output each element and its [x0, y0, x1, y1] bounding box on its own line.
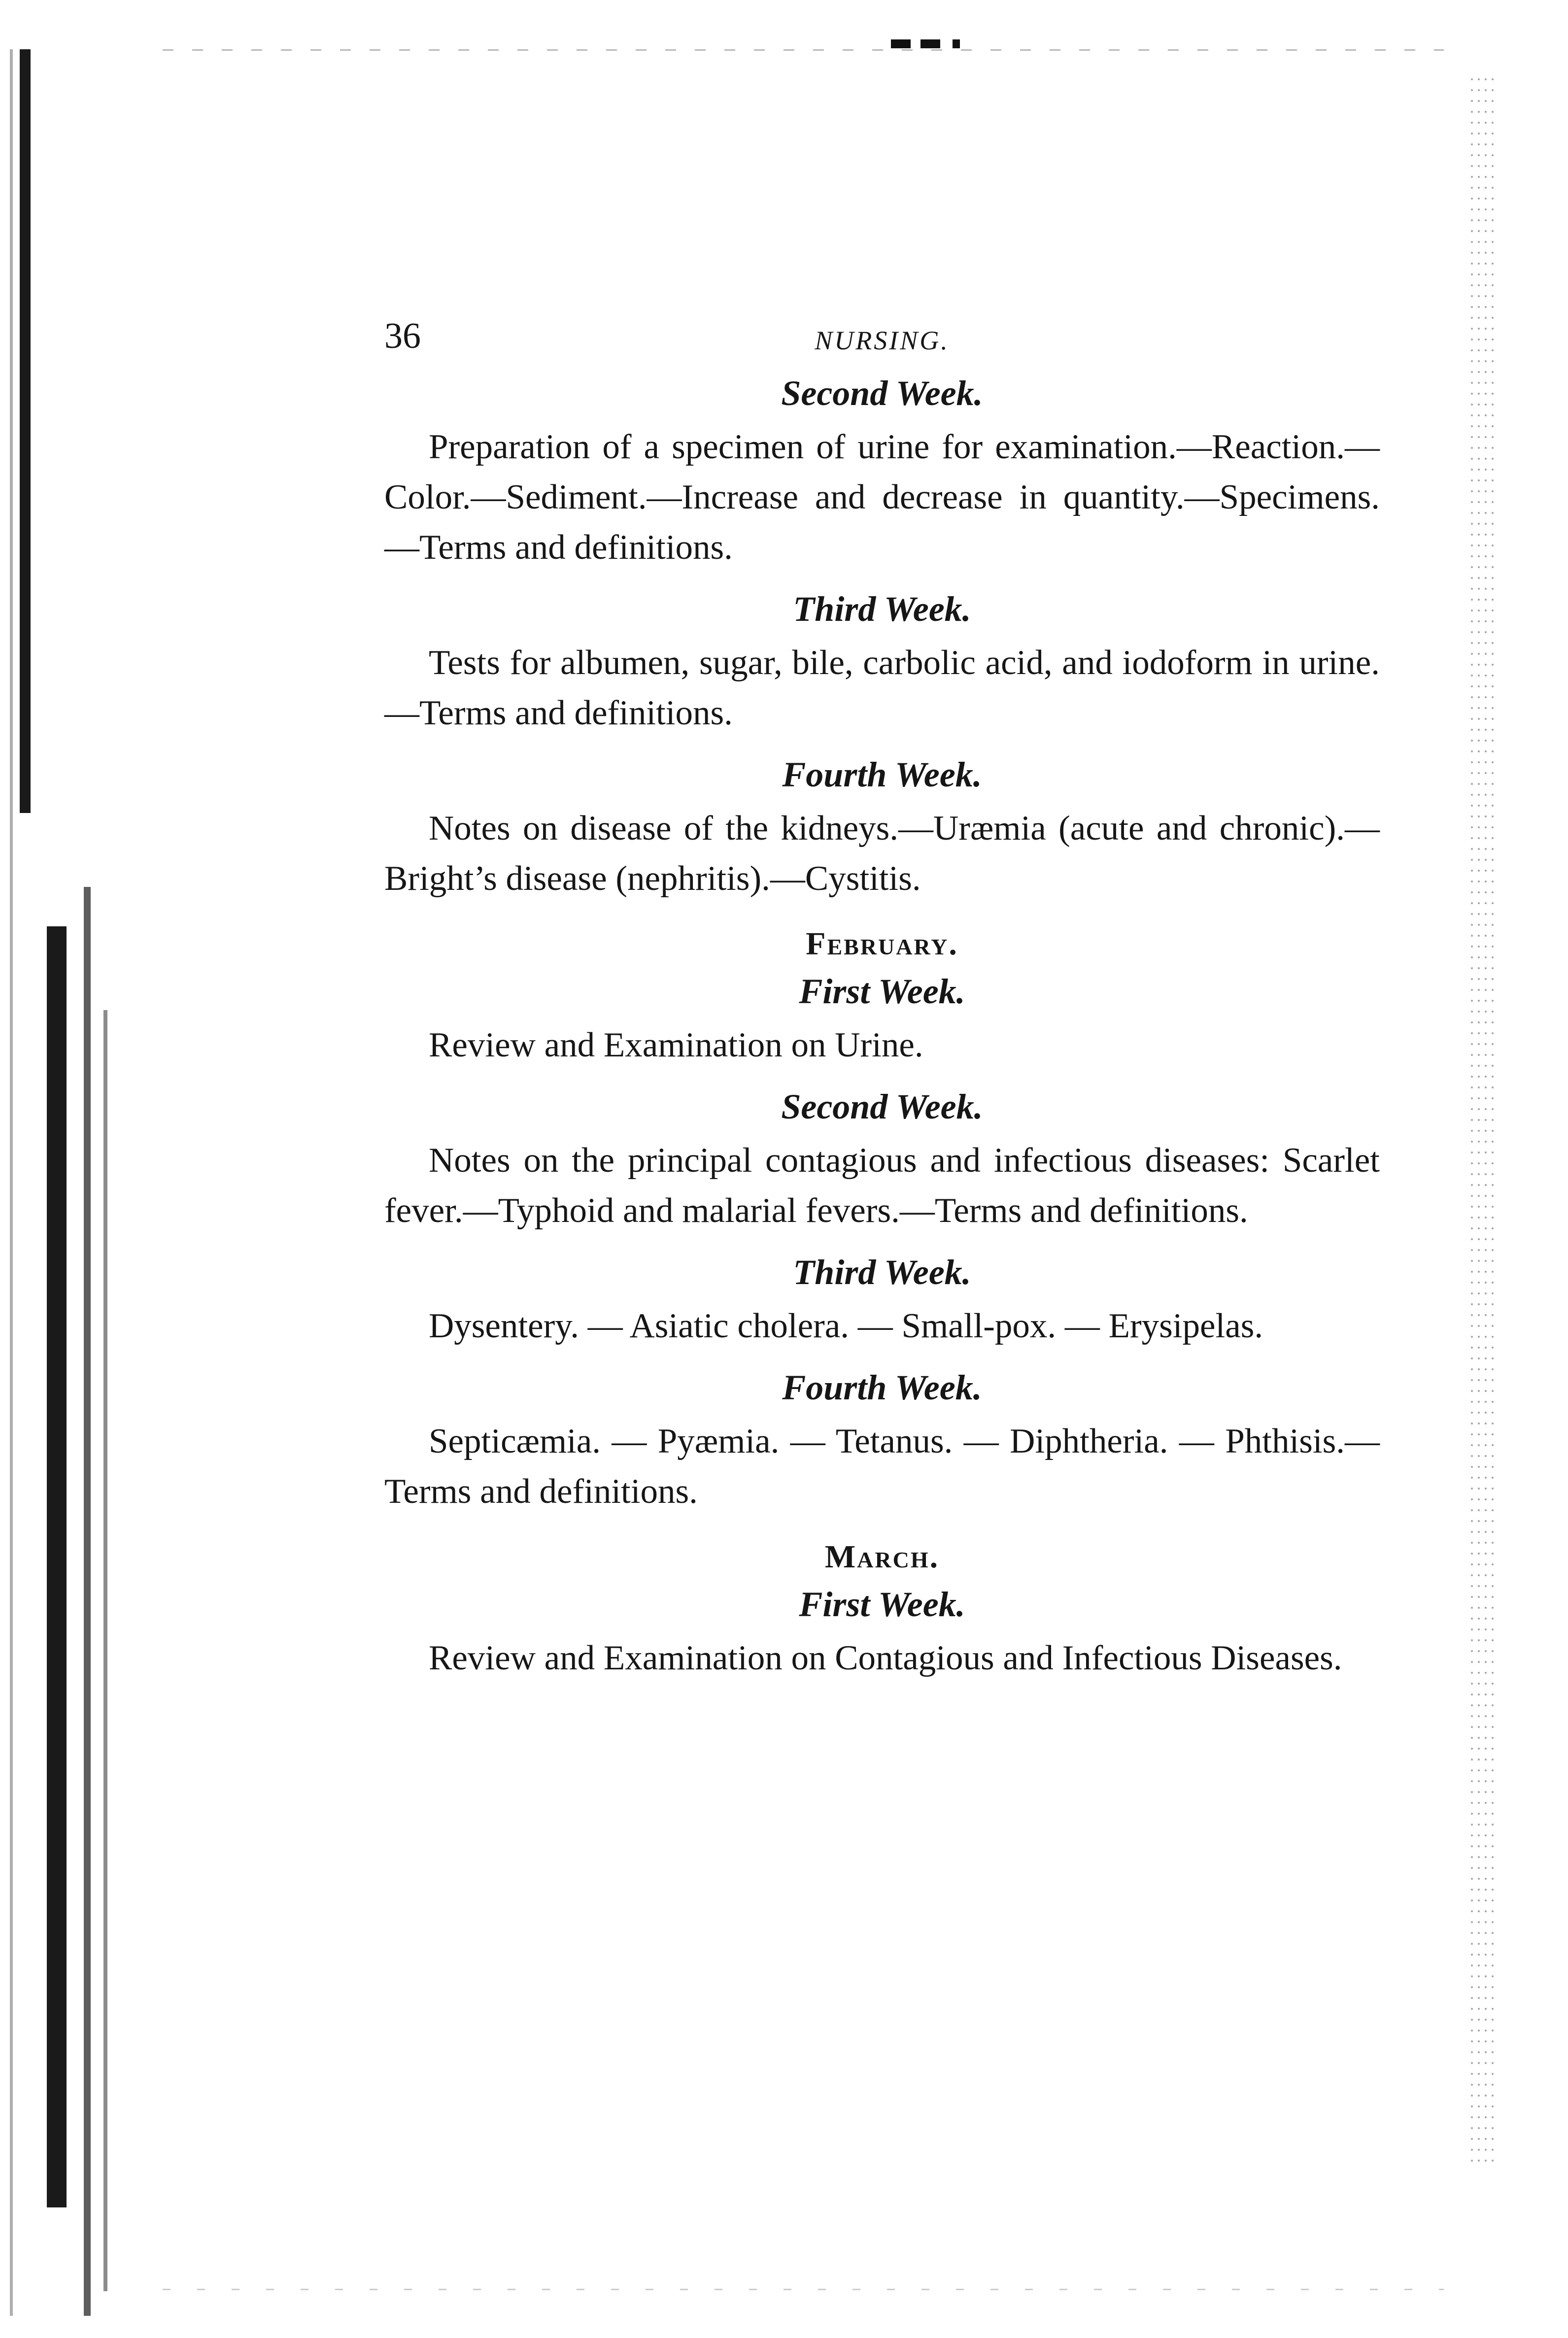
week-text: Preparation of a specimen of urine for examination.—Reaction.—Color.—Sediment.—Increase and decrease in quantity.—Specimens.—Terms and definitions.	[384, 428, 1380, 567]
right-edge-scan-artifact	[1468, 74, 1498, 2168]
week-text: Tests for albumen, sugar, bile, carbolic acid, and iodoform in urine.—Terms and definitions.	[384, 644, 1380, 732]
week-heading: Second Week.	[781, 1087, 983, 1126]
week-text: Notes on disease of the kidneys.—Uræmia (acute and chronic).—Bright’s disease (nephritis).—Cystitis.	[384, 809, 1380, 898]
week-text: Septicæmia. — Pyæmia. — Tetanus. — Diphtheria. — Phthisis.—Terms and definitions.	[384, 1422, 1380, 1511]
month-heading-february: February.	[806, 926, 958, 962]
week-text: Review and Examination on Urine.	[429, 1026, 923, 1064]
top-edge-artifact	[163, 49, 1444, 51]
week-heading: Second Week.	[781, 373, 983, 413]
binding-edge-scan-artifact	[0, 49, 163, 2338]
month-heading-march: March.	[824, 1539, 940, 1575]
week-heading: Third Week.	[793, 1253, 971, 1292]
page-header	[384, 315, 1380, 370]
week-text: Notes on the principal contagious and infectious diseases: Scarlet fever.—Typhoid and malarial fevers.—Terms and definitions.	[384, 1141, 1380, 1230]
page-content	[384, 315, 1380, 1696]
top-printer-mark	[891, 39, 960, 48]
week-heading: First Week.	[799, 1585, 965, 1624]
bottom-edge-artifact	[163, 2289, 1444, 2290]
week-heading: Third Week.	[793, 589, 971, 629]
running-head: NURSING.	[815, 326, 950, 355]
week-text: Review and Examination on Contagious and Infectious Diseases.	[429, 1639, 1342, 1677]
week-text: Dysentery. — Asiatic cholera. — Small-pox. — Erysipelas.	[429, 1307, 1263, 1345]
week-heading: Fourth Week.	[782, 755, 982, 794]
week-heading: Fourth Week.	[782, 1368, 982, 1407]
week-heading: First Week.	[799, 972, 965, 1011]
page-number: 36	[384, 316, 421, 356]
